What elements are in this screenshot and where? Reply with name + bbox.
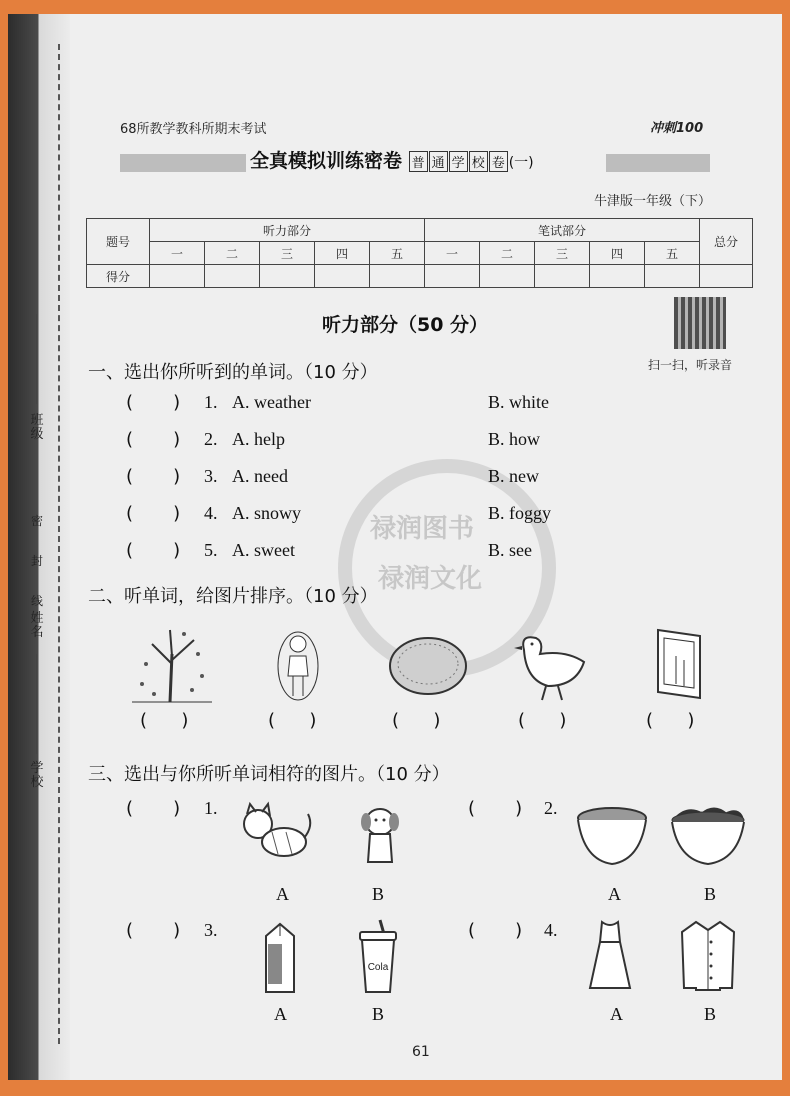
q-number: 2. [544,798,558,818]
tag-char: 校 [469,151,488,172]
option-b: B. how [488,429,541,449]
score-cell[interactable] [535,265,590,288]
score-cell[interactable] [700,265,753,288]
margin-name-line [36,654,37,754]
window-picture [654,626,704,702]
score-col: 一 [150,242,205,265]
cookie-picture [388,634,468,696]
margin-seal-2: 封 [30,554,43,568]
q-number: 5. [204,540,218,560]
watermark-text: 禄润图书 [370,514,475,544]
score-col: 一 [425,242,480,265]
autumn-tree-picture [132,624,212,704]
score-cell[interactable] [480,265,535,288]
order-blank[interactable]: ( ) [392,710,441,731]
choice-a[interactable]: A [608,884,621,904]
score-col: 四 [315,242,370,265]
exam-page [8,14,782,1080]
order-blank[interactable]: ( ) [140,710,189,731]
page-number: 61 [412,1044,430,1060]
choice-b[interactable]: B [372,1004,385,1024]
q-number: 3. [204,466,218,486]
answer-blank[interactable]: ( ) [468,798,523,819]
q-number: 1. [204,392,218,412]
listening-header: 听力部分 [150,219,425,242]
margin-class-label: 班级 [30,413,44,442]
cola-cup-picture [356,918,400,996]
q-number: 4. [544,920,558,940]
milk-carton-picture [260,922,300,996]
noodle-bowl-picture [668,804,748,868]
score-row-label: 得分 [87,265,150,288]
option-a: A. weather [232,392,311,412]
option-a: A. need [232,466,288,486]
answer-blank[interactable]: ( ) [126,798,181,819]
edition-label: 牛津版一年级（下） [594,194,712,209]
margin-school-label: 学校 [30,761,44,790]
choice-a[interactable]: A [276,884,289,904]
dog-picture [356,804,406,866]
score-col: 五 [645,242,700,265]
choice-b[interactable]: B [704,884,717,904]
score-table [86,218,753,288]
rice-bowl-picture [574,804,650,868]
margin-name-label: 姓名 [30,611,44,640]
score-col: 三 [260,242,315,265]
answer-blank[interactable]: ( ) [126,540,181,561]
score-cell[interactable] [645,265,700,288]
order-blank[interactable]: ( ) [518,710,567,731]
order-blank[interactable]: ( ) [646,710,695,731]
q-number: 1. [204,798,218,818]
order-blank[interactable]: ( ) [268,710,317,731]
margin-class-line [36,314,37,404]
choice-b[interactable]: B [704,1004,717,1024]
series-label: 68所教学教科所期末考试 [120,122,267,137]
section-1-title: 一、选出你所听到的单词。（10 分） [88,362,378,383]
brand-label: 冲刺100 [650,121,704,136]
writing-header: 笔试部分 [425,219,700,242]
score-cell[interactable] [315,265,370,288]
girl-skipping-picture [276,626,320,700]
score-cell[interactable] [260,265,315,288]
tag-char: 普 [409,151,428,172]
cola-label: Cola [367,962,389,973]
col-title-cell: 题号 [87,219,150,265]
dress-picture [586,918,634,994]
part-title: 听力部分（50 分） [322,314,489,336]
score-col: 三 [535,242,590,265]
score-cell[interactable] [425,265,480,288]
option-a: A. help [232,429,285,449]
tag-number: (一) [508,155,534,171]
score-cell[interactable] [205,265,260,288]
score-col: 五 [370,242,425,265]
q-number: 2. [204,429,218,449]
answer-blank[interactable]: ( ) [468,920,523,941]
title-text: 全真模拟训练密卷 [250,150,403,172]
tag-char: 学 [449,151,468,172]
option-b: B. foggy [488,503,551,523]
q-number: 4. [204,503,218,523]
score-cell[interactable] [590,265,645,288]
shirt-picture [676,918,740,994]
score-col: 二 [205,242,260,265]
q-number: 3. [204,920,218,940]
choice-a[interactable]: A [610,1004,623,1024]
answer-blank[interactable]: ( ) [126,466,181,487]
score-col: 四 [590,242,645,265]
score-cell[interactable] [370,265,425,288]
score-cell[interactable] [150,265,205,288]
margin-seal-3: 线 [30,594,43,608]
answer-blank[interactable]: ( ) [126,392,181,413]
option-a: A. sweet [232,540,295,560]
answer-blank[interactable]: ( ) [126,429,181,450]
choice-a[interactable]: A [274,1004,287,1024]
seal-dashed-line [58,44,60,1044]
watermark-text: 禄润文化 [378,564,483,594]
chicken-picture [510,628,590,702]
option-b: B. white [488,392,549,412]
section-2-title: 二、听单词，给图片排序。（10 分） [88,586,378,607]
tag-char: 通 [429,151,448,172]
tag-char: 卷 [489,151,508,172]
score-col: 二 [480,242,535,265]
choice-b[interactable]: B [372,884,385,904]
answer-blank[interactable]: ( ) [126,920,181,941]
margin-seal-1: 密 [30,514,43,528]
section-3-title: 三、选出与你所听单词相符的图片。（10 分） [88,764,450,785]
option-b: B. new [488,466,539,486]
page-title [250,146,534,173]
qr-caption: 扫一扫，听录音 [648,358,733,372]
answer-blank[interactable]: ( ) [126,503,181,524]
qr-code[interactable] [674,297,726,349]
total-header: 总分 [700,219,753,265]
binding-strip [8,14,70,1080]
cat-picture [238,802,314,862]
option-b: B. see [488,540,532,560]
option-a: A. snowy [232,503,302,523]
